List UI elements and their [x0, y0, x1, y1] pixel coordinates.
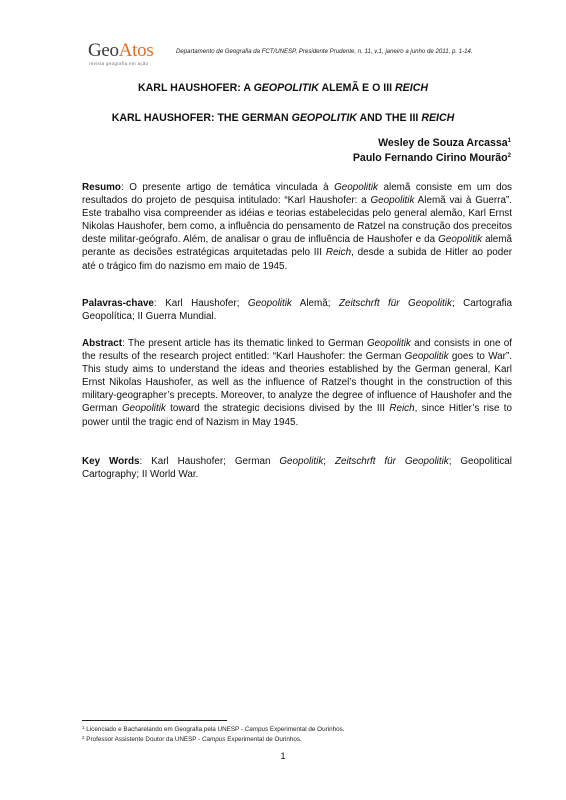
author-1: Wesley de Souza Arcassa$^1$: [378, 137, 511, 149]
author-list: [353, 136, 511, 166]
logo-wordmark: GeoAtos: [88, 40, 154, 61]
logo-tagline: revista geografia em ação: [89, 61, 149, 66]
footnote-mark: 2: [507, 153, 511, 159]
author-2: Paulo Fernando Cirino Mourão$^2$: [352, 152, 511, 164]
journal-logo: [88, 38, 178, 68]
abstract-paragraph: Abstract: The present article has its thematic linked to German Geopolitik and consists in one of the results of the research project entitled: “Karl Haushofer: the German Geopolitik goes to War”. This study aims to understand the ideas and theories established by the German general, Karl Ernst Nikolas Haushofer, as well as the influence of Ratzel’s thought in the construction of this military-geographer’s precepts. Moreover, to analyze the degree of influence of Haushofer and the German Geopolitik toward the strategic decisions divised by the III Reich, since Hitler’s rise to power until the tragic end of Nazism in May 1945.: [82, 338, 512, 428]
footnote-divider: [82, 720, 227, 721]
footnote-mark: 1: [507, 138, 511, 144]
title-portuguese: KARL HAUSHOFER: A GEOPOLITIK ALEMÃ E O III REICH: [138, 82, 428, 94]
palavras-chave-label: Palavras-chave: [82, 298, 154, 309]
key-words-paragraph: Key Words: Karl Haushofer; German Geopolitik; Zeitschrft für Geopolitik; Geopolitical Cartography; II World War.: [82, 456, 512, 481]
title-english: KARL HAUSHOFER: THE GERMAN GEOPOLITIK AND THE III REICH: [111, 112, 455, 124]
journal-header-info: Departamento de Geografia da FCT/UNESP, Presidente Prudente, n. 11, v.1, janeiro a junho de 2011, p. 1-14.: [176, 48, 473, 55]
resumo-paragraph: Resumo: O presente artigo de temática vinculada à Geopolitik alemã consiste em um dos resultados do projeto de pesquisa intitulado: “Karl Haushofer: a Geopolitik Alemã vai à Guerra”. Este trabalho visa compreender as idéias e teorias estabelecidas pelo general alemão, Karl Ernst Nikolas Haushofer, bem como, a influência do pensamento de Ratzel na construção dos preceitos deste militar-geógrafo. Além, de analisar o grau de influência de Haushofer e da Geopolitik alemã perante as decisões estratégicas arquitetadas pelo III Reich, desde a subida de Hitler ao poder até o trágico fim do nazismo em maio de 1945.: [82, 182, 513, 272]
palavras-chave-paragraph: Palavras-chave: Karl Haushofer; Geopolitik Alemã; Zeitschrft für Geopolitik; Cartografia Geopolítica; II Guerra Mundial.: [82, 298, 512, 323]
footnote-1: $^1$ Licenciado e Bacharelando em Geografia pela UNESP - Campus Experimental de Ourinhos.: [82, 725, 345, 733]
key-words-label: Key Words: [82, 456, 140, 467]
footnote-2: $^2$ Professor Assistente Doutor da UNESP - Campus Experimental de Ourinhos.: [82, 735, 302, 743]
resumo-label: Resumo: [82, 182, 121, 193]
page-number: 1: [280, 751, 286, 761]
abstract-label: Abstract: [82, 338, 123, 349]
